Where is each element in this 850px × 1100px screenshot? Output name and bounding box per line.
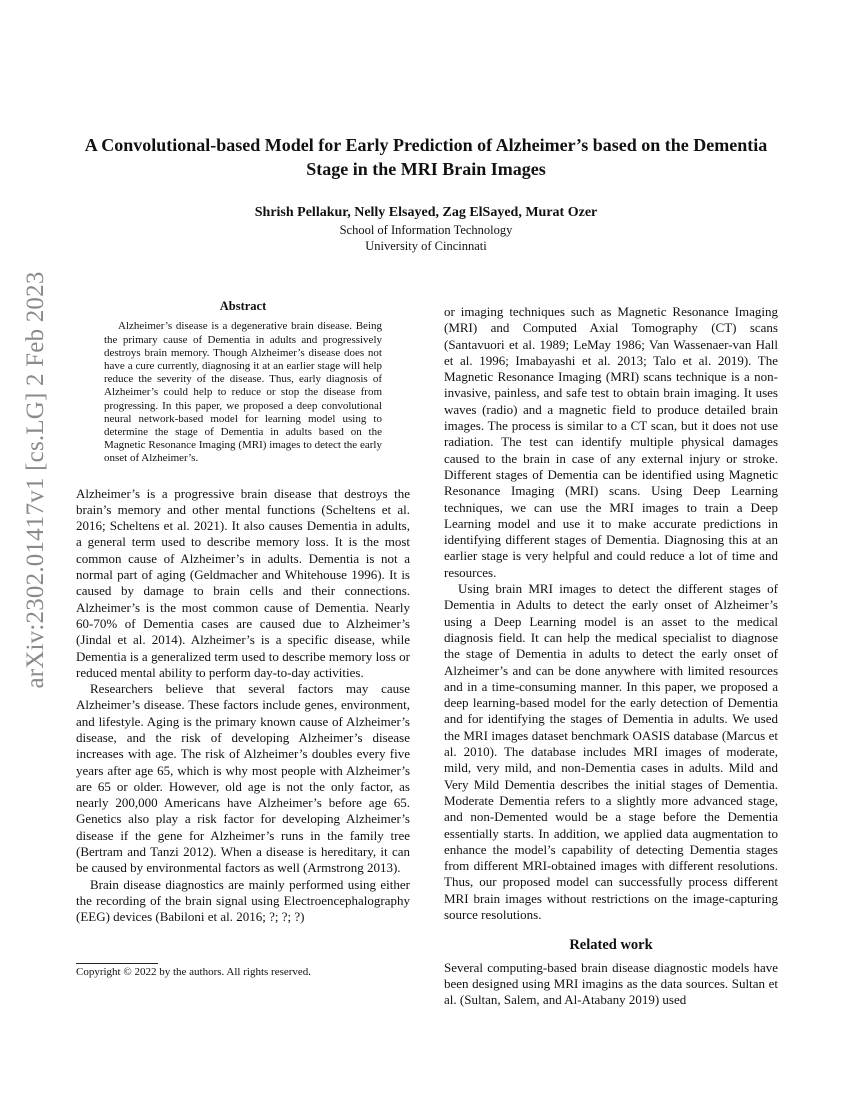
arxiv-stamp bbox=[14, 271, 58, 689]
footnote-rule bbox=[76, 963, 158, 964]
abstract-text: Alzheimer’s disease is a degenerative brain disease. Being the primary cause of Dementia in adults and progressively destroys brain memory. Though Alzheimer’s disease does not have a cure currently, diagnosing it at an earlier stage will help reduce the severity of the disease. Thus, early diagnosis of Alzheimer’s could help to reduce or stop the disease from progressing. In this paper, we proposed a deep convolutional neural network-based model for learning model using to determine the stage of Dementia in adults based on the Magnetic Resonance Imaging (MRI) images to detect the early onset of Alzheimer’s. bbox=[104, 320, 382, 465]
left-column bbox=[76, 298, 410, 926]
body-paragraph: Researchers believe that several factors may cause Alzheimer’s disease. These factors include genes, environment, and lifestyle. Aging is the primary known cause of Alzheimer’s disease, and the risk of developing Alzheimer’s disease increases with age. The risk of Alzheimer’s doubles every five years after age 65, which is why most people with Alzheimer’s are 65 or older. However, old age is not the only factor, as nearly 200,000 Americans have Alzheimer’s before age 65. Genetics also play a risk factor for developing Alzheimer’s disease if the gene for Alzheimer’s runs in the family tree (Bertram and Tanzi 2012). When a disease is hereditary, it can be caused by environmental factors as well (Armstrong 2013). bbox=[76, 681, 410, 876]
abstract-heading: Abstract bbox=[219, 299, 267, 313]
body-paragraph: or imaging techniques such as Magnetic Resonance Imaging (MRI) and Computed Axial Tomography (CT) scans (Santavuori et al. 1989; LeMay 1986; Van Wassenaer-van Hall et al. 1996; Imabayashi et al. 2013; Talo et al. 2019). The Magnetic Resonance Imaging (MRI) scans technique is a non-invasive, painless, and safe test to obtain brain imaging. It uses waves (radio) and a magnetic field to produce detailed brain images. The process is similar to a CT scan, but it does not use radiation. The test can identify multiple physical damages caused to the brain in case of any external injury or stroke. Different stages of Dementia can be identified using Magnetic Resonance Imaging (MRI) scans. Using Deep Learning techniques, we can use the MRI images to train a Deep Learning model and use it to make accurate predictions in identifying different stages of Dementia. Diagnosing this at an earlier stage is very helpful and could reduce a lot of time and resources. bbox=[444, 304, 778, 580]
body-paragraph: Alzheimer’s is a progressive brain disease that destroys the brain’s memory and other mental functions (Scheltens et al. 2016; Scheltens et al. 2021). It also causes Dementia in adults, a general term used to describe memory loss. It is the most common cause of Alzheimer’s in adults. Dementia is not a normal part of aging (Geldmacher and Whitehouse 1996). It is caused by damage to brain cells and their connections. Alzheimer’s is the most common cause of Dementia. Nearly 60-70% of Dementia cases are caused due to Alzheimer’s (Jindal et al. 2014). Alzheimer’s is a specific disease, while Dementia is a generalized term used to describe memory loss or reduced mental ability to perform day-to-day activities. bbox=[76, 485, 410, 680]
affiliation-university: University of Cincinnati bbox=[365, 239, 487, 253]
body-paragraph: Using brain MRI images to detect the different stages of Dementia in Adults to detect the early onset of Alzheimer’s using a Deep Learning model is an asset to the medical diagnosis field. It can help the medical specialist to diagnose the stage of Dementia in adults to detect the early onset of Alzheimer’s and can be done anywhere with limited resources and in a time-consuming manner. In this paper, we proposed a deep learning-based model for the early detection of Dementia and for identifying the stages of Dementia in adults. We used the MRI images dataset benchmark OASIS database (Marcus et al. 2010). The database includes MRI images of moderate, mild, very mild, and non-Dementia cases in adults. Mild and Very Mild Dementia describes the initial stages of Dementia. Moderate Dementia refers to a slightly more advanced stage, and non-Demented would be a stage before the Dementia essentially starts. In addition, we applied data augmentation to enhance the model’s capability of detecting Dementia stages from different MRI-obtained images with different resolutions. Thus, our proposed model can successfully process different MRI brain images without restrictions on the image-capturing source resolutions. bbox=[444, 581, 778, 922]
copyright-footnote: Copyright © 2022 by the authors. All rights reserved. bbox=[76, 966, 312, 978]
body-paragraph: Brain disease diagnostics are mainly performed using either the recording of the brain signal using Electroencephalography (EEG) devices (Babiloni et al. 2016; ?; ?; ?) bbox=[76, 876, 410, 925]
right-column bbox=[444, 304, 778, 1008]
body-paragraph: Several computing-based brain disease diagnostic models have been designed using MRI imagins as the data sources. Sultan et al. (Sultan, Salem, and Al-Atabany 2019) used bbox=[444, 959, 778, 1008]
affiliation-school: School of Information Technology bbox=[339, 223, 513, 237]
section-heading-related-work: Related work bbox=[569, 937, 653, 954]
affiliation bbox=[75, 222, 777, 254]
paper-title: A Convolutional-based Model for Early Prediction of Alzheimer’s based on the Dementia Stage in the MRI Brain Images bbox=[84, 135, 768, 179]
arxiv-id: arXiv:2302.01417v1 [cs.LG] 2 Feb 2023 bbox=[22, 271, 49, 689]
author-list: Shrish Pellakur, Nelly Elsayed, Zag ElSayed, Murat Ozer bbox=[254, 205, 598, 220]
